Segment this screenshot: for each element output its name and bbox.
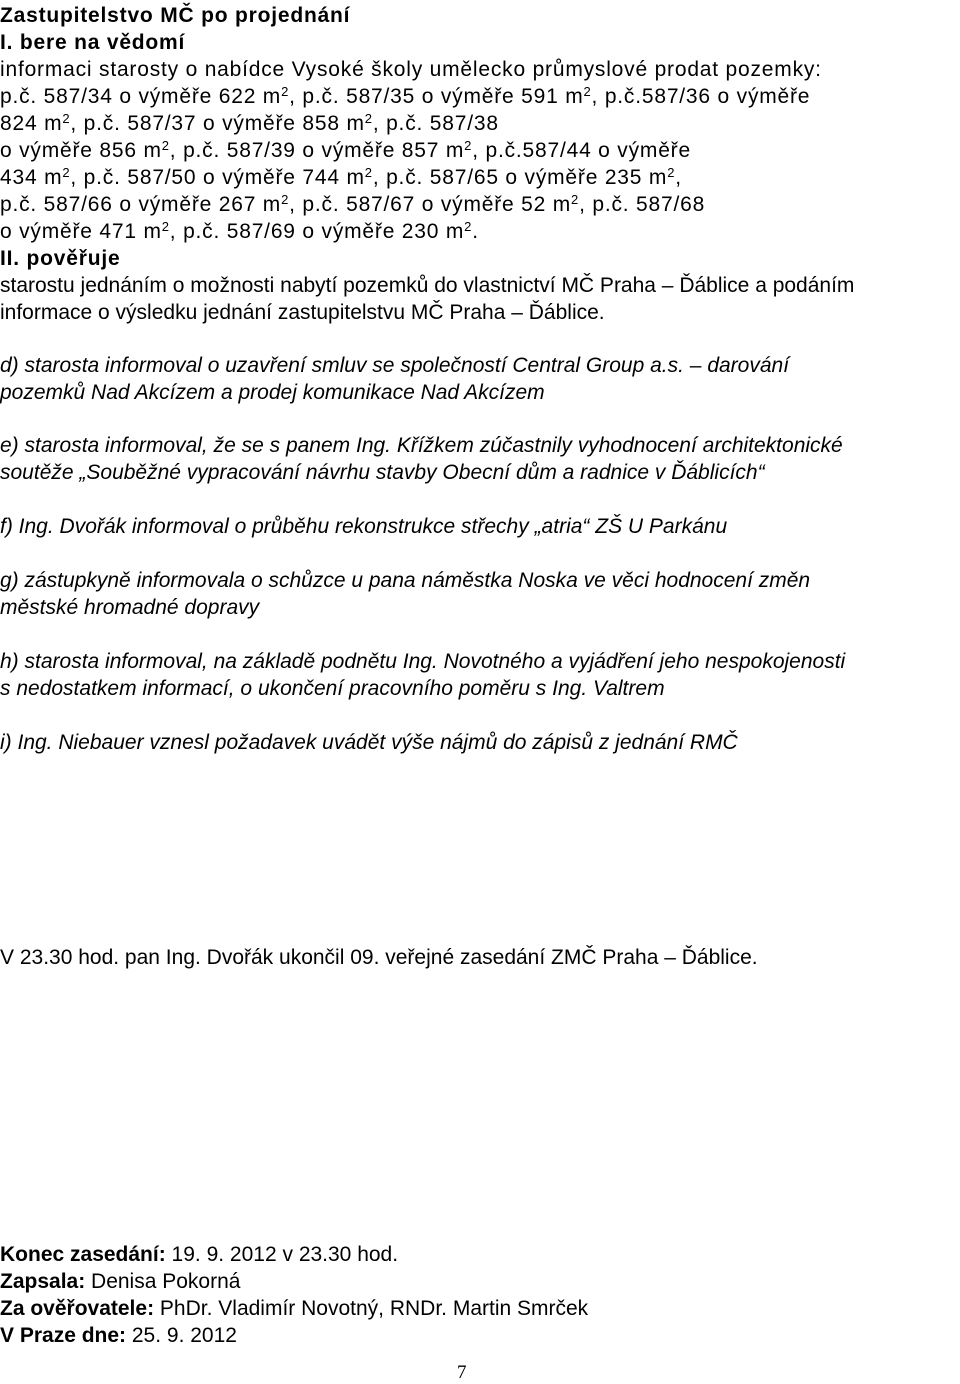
land-info-line-5: 434 $m^2$, p.č. 587/50 o výměře 744 $m^2$, p.č. 587/65 o výměře 235 $m^2$, [0, 165, 682, 189]
item-d-line-1: d) starosta informoval o uzavření smluv se společností Central Group a.s. – darování [0, 354, 790, 377]
verifiers-value: PhDr. Vladimír Novotný, RNDr. Martin Smrček [154, 1297, 589, 1320]
land-info-line-7: o výměře 471 $m^2$, p.č. 587/69 o výměře 230 $m^2$. [0, 219, 479, 243]
closing-statement: V 23.30 hod. pan Ing. Dvořák ukončil 09. veřejné zasedání ZMČ Praha – Ďáblice. [0, 946, 758, 969]
section-1-heading: I. bere na vědomí [0, 31, 186, 54]
section-2-line-1: starostu jednáním o možnosti nabytí pozemků do vlastnictví MČ Praha – Ďáblice a podáním [0, 274, 855, 297]
recorder [0, 1269, 240, 1295]
land-info-line-6: p.č. 587/66 o výměře 267 $m^2$, p.č. 587/67 o výměře 52 $m^2$, p.č. 587/68 [0, 192, 706, 216]
verifiers-label: Za ověřovatele: [0, 1297, 155, 1320]
verifiers [0, 1296, 588, 1322]
page-number: 7 [457, 1362, 467, 1383]
item-h-line-1: h) starosta informoval, na základě podnětu Ing. Novotného a vyjádření jeho nespokojenosti [0, 650, 846, 673]
meeting-end [0, 1242, 398, 1268]
land-info-line-2: p.č. 587/34 o výměře 622 $m^2$, p.č. 587/35 o výměře 591 $m^2$, p.č.587/36 o výměře [0, 84, 811, 108]
item-d-line-2: pozemků Nad Akcízem a prodej komunikace Nad Akcízem [0, 381, 545, 404]
section-2-heading: II. pověřuje [0, 247, 121, 270]
signing-date-value: 25. 9. 2012 [126, 1324, 237, 1347]
land-info-line-4: o výměře 856 $m^2$, p.č. 587/39 o výměře 857 $m^2$, p.č.587/44 o výměře [0, 138, 691, 162]
item-h-line-2: s nedostatkem informací, o ukončení pracovního poměru s Ing. Valtrem [0, 677, 665, 700]
item-i-line-1: i) Ing. Niebauer vznesl požadavek uvádět výše nájmů do zápisů z jednání RMČ [0, 731, 738, 754]
item-f-line-1: f) Ing. Dvořák informoval o průběhu rekonstrukce střechy „atria“ ZŠ U Parkánu [0, 515, 728, 538]
land-info-line-3: 824 $m^2$, p.č. 587/37 o výměře 858 $m^2$, p.č. 587/38 [0, 111, 499, 135]
section-2-line-2: informace o výsledku jednání zastupitelstvu MČ Praha – Ďáblice. [0, 301, 605, 324]
signing-date-label: V Praze dne: [0, 1324, 127, 1347]
item-e-line-2: soutěže „Souběžné vypracování návrhu stavby Obecní dům a radnice v Ďáblicích“ [0, 461, 765, 484]
recorder-label: Zapsala: [0, 1270, 86, 1293]
meeting-end-label: Konec zasedání: [0, 1243, 166, 1266]
recorder-value: Denisa Pokorná [85, 1270, 241, 1293]
item-e-line-1: e) starosta informoval, že se s panem Ing. Křížkem zúčastnily vyhodnocení architektonické [0, 434, 843, 457]
signing-date [0, 1323, 237, 1349]
item-g-line-2: městské hromadné dopravy [0, 596, 260, 619]
resolution-title: Zastupitelstvo MČ po projednání [0, 4, 351, 27]
land-info-line-1: informaci starosty o nabídce Vysoké školy umělecko průmyslové prodat pozemky: [0, 58, 822, 81]
item-g-line-1: g) zástupkyně informovala o schůzce u pana náměstka Noska ve věci hodnocení změn [0, 569, 811, 592]
meeting-end-value: 19. 9. 2012 v 23.30 hod. [165, 1243, 399, 1266]
